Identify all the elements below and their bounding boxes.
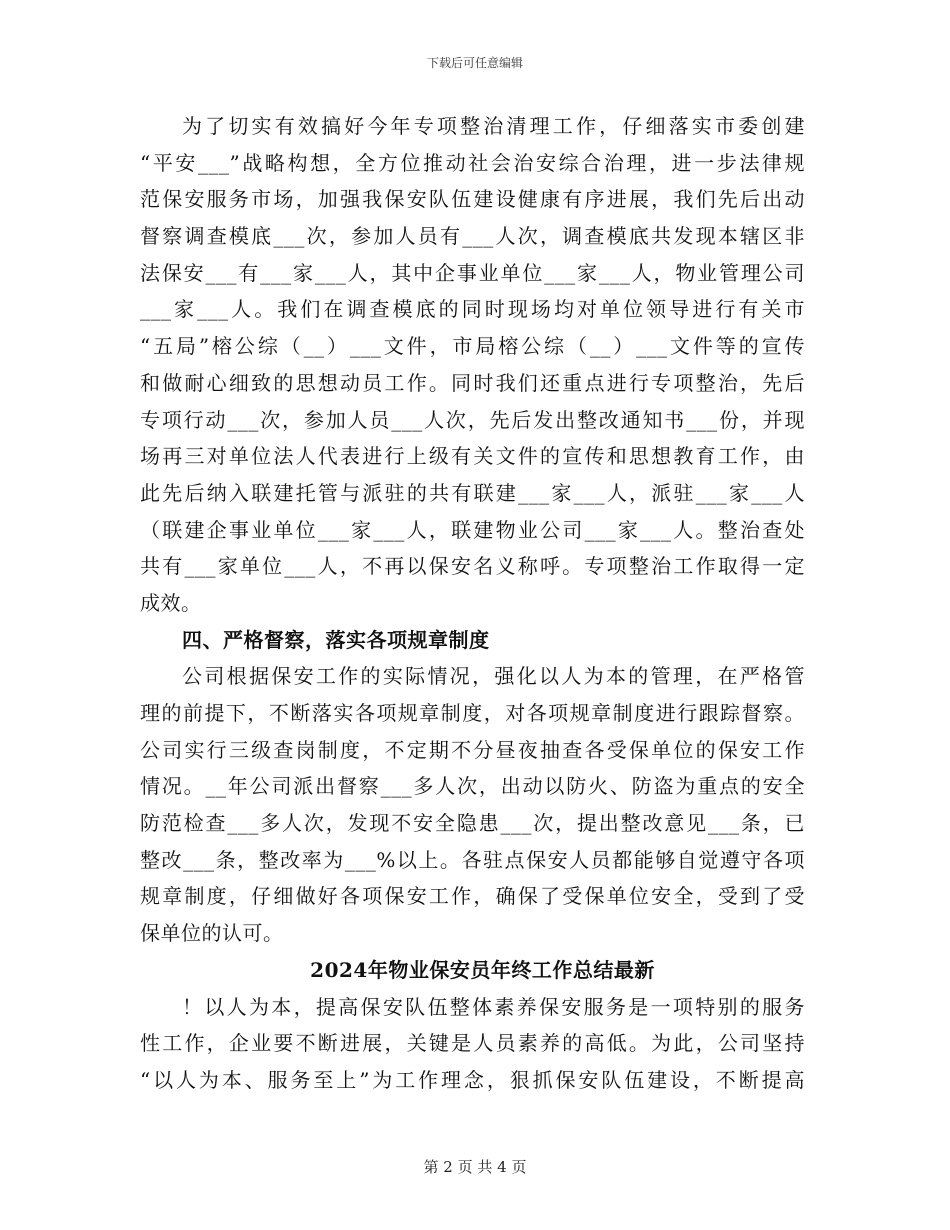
text-line: 情况。__年公司派出督察___多人次，出动以防火、防盗为重点的安全 xyxy=(140,774,805,799)
text-line: ！以人为本，提高保安队伍整体素养保安服务是一项特别的服务 xyxy=(182,994,805,1019)
document-body xyxy=(140,108,805,1099)
text-line: 公司根据保安工作的实际情况，强化以人为本的管理，在严格管 xyxy=(182,664,805,689)
text-line: 此先后纳入联建托管与派驻的共有联建___家___人，派驻___家___人 xyxy=(140,480,805,505)
text-line: ___家___人。我们在调查模底的同时现场均对单位领导进行有关市 xyxy=(140,297,805,322)
text-line: 公司实行三级查岗制度，不定期不分昼夜抽查各受保单位的保安工作 xyxy=(140,737,805,762)
text-line: 理的前提下，不断落实各项规章制度，对各项规章制度进行跟踪督察。 xyxy=(140,701,805,725)
paragraph-special-rectification xyxy=(140,108,805,622)
text-line: 防范检查___多人次，发现不安全隐患___次，提出整改意见___条，已 xyxy=(140,811,805,836)
text-line: 为了切实有效搞好今年专项整治清理工作，仔细落实市委创建 xyxy=(182,114,805,138)
text-line: 和做耐心细致的思想动员工作。同时我们还重点进行专项整治，先后 xyxy=(140,370,805,395)
text-line: 范保安服务市场，加强我保安队伍建设健康有序进展，我们先后出动 xyxy=(140,187,805,212)
text-line: 共有___家单位___人，不再以保安名义称呼。专项整治工作取得一定 xyxy=(140,554,805,579)
text-line: 专项行动___次，参加人员___人次，先后发出整改通知书___份，并现 xyxy=(140,407,805,432)
text-line: “五局”榕公综（__）___文件，市局榕公综（__）___文件等的宣传 xyxy=(140,334,805,359)
text-line: 保单位的认可。 xyxy=(140,921,284,946)
text-line: 督察调查模底___次，参加人员有___人次，调查模底共发现本辖区非 xyxy=(140,224,805,249)
document-title: 2024年物业保安员年终工作总结最新 xyxy=(310,957,655,982)
text-line: 场再三对单位法人代表进行上级有关文件的宣传和思想教育工作，由 xyxy=(140,444,805,469)
text-line: 整改___条，整改率为___%以上。各驻点保安人员都能够自觉遵守各项 xyxy=(140,847,805,872)
text-line: “平安___”战略构想，全方位推动社会治安综合治理，进一步法律规 xyxy=(140,150,805,175)
page-header-note: 下载后可任意编辑 xyxy=(426,56,523,70)
text-line: （联建企事业单位___家___人，联建物业公司___家___人。整治查处 xyxy=(140,517,805,542)
page-number: 第 2 页 共 4 页 xyxy=(423,1158,527,1176)
text-line: 成效。 xyxy=(140,590,202,615)
text-line: 性工作，企业要不断进展，关键是人员素养的高低。为此，公司坚持 xyxy=(140,1031,805,1056)
text-line: “以人为本、服务至上”为工作理念，狠抓保安队伍建设，不断提高 xyxy=(140,1067,805,1092)
section-heading: 四、严格督察，落实各项规章制度 xyxy=(182,627,490,652)
paragraph-supervision xyxy=(140,658,805,952)
text-line: 规章制度，仔细做好各项保安工作，确保了受保单位安全，受到了受 xyxy=(140,884,805,909)
text-line: 法保安___有___家___人，其中企事业单位___家___人，物业管理公司 xyxy=(140,260,805,285)
paragraph-people-oriented xyxy=(140,989,805,1099)
